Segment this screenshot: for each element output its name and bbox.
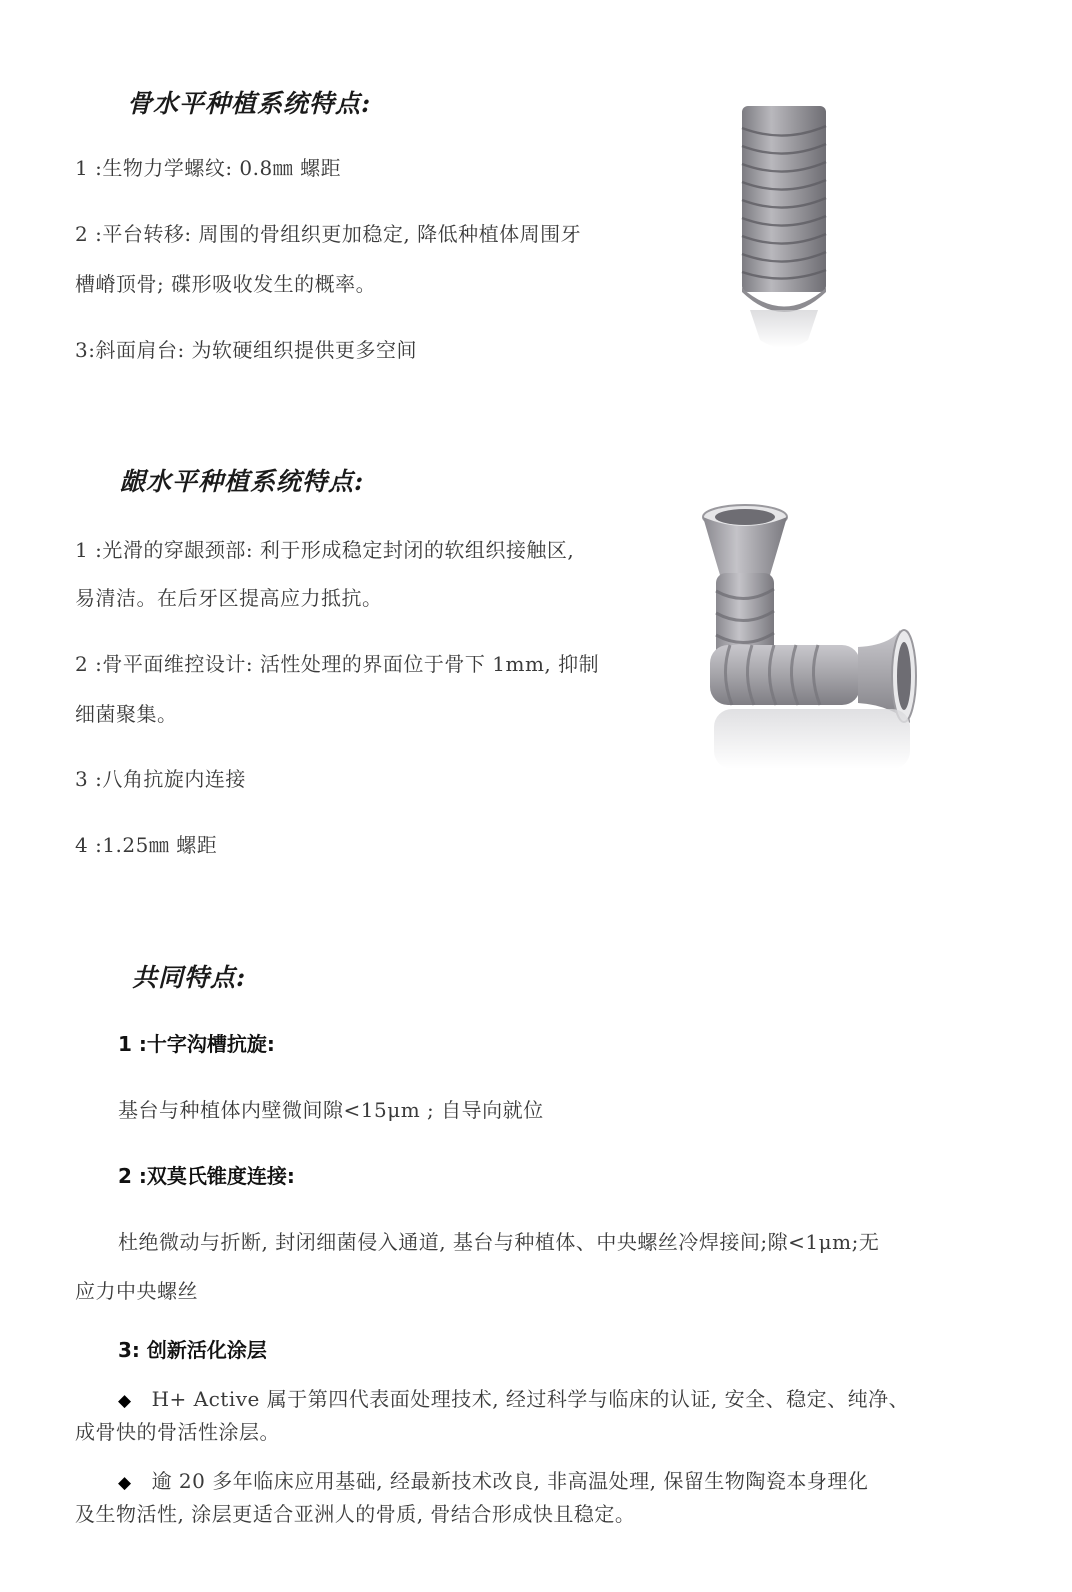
bullet-1-line-2: 成骨快的骨活性涂层。 — [75, 1420, 280, 1444]
common-sub-2: 2 :双莫氏锥度连接: — [118, 1164, 295, 1188]
common-sub-2-line-1: 杜绝微动与折断, 封闭细菌侵入通道, 基台与种植体、中央螺丝冷焊接间;隙<1μm;无 — [118, 1230, 880, 1254]
common-heading: 共同特点: — [132, 963, 247, 992]
bone-level-heading: 骨水平种植系统特点: — [127, 89, 372, 118]
diamond-bullet-icon: ◆ — [118, 1473, 132, 1493]
tissue-level-implants-icon — [690, 495, 950, 805]
bullet-2-line-1: ◆ 逾 20 多年临床应用基础, 经最新技术改良, 非高温处理, 保留生物陶瓷本身理化 — [118, 1469, 869, 1493]
bone-level-line-4: 3:斜面肩台: 为软硬组织提供更多空间 — [75, 338, 418, 362]
bone-level-line-2: 2 :平台转移: 周围的骨组织更加稳定, 降低种植体周围牙 — [75, 222, 582, 246]
tissue-level-heading: 龈水平种植系统特点: — [120, 467, 365, 496]
bullet-1-line-1: ◆ H+ Active 属于第四代表面处理技术, 经过科学与临床的认证, 安全、稳定、纯净、 — [118, 1387, 910, 1411]
tissue-level-line-3: 2 :骨平面维控设计: 活性处理的界面位于骨下 1mm, 抑制 — [75, 652, 600, 676]
diamond-bullet-icon: ◆ — [118, 1391, 132, 1411]
tissue-level-line-2: 易清洁。在后牙区提高应力抵抗。 — [75, 586, 383, 610]
bone-level-implant-icon — [728, 100, 840, 380]
tissue-level-line-6: 4 :1.25㎜ 螺距 — [75, 833, 218, 857]
tissue-level-line-4: 细菌聚集。 — [75, 702, 178, 726]
tissue-level-line-5: 3 :八角抗旋内连接 — [75, 767, 246, 791]
bone-level-line-3: 槽嵴顶骨; 碟形吸收发生的概率。 — [75, 272, 377, 296]
tissue-level-line-1: 1 :光滑的穿龈颈部: 利于形成稳定封闭的软组织接触区, — [75, 538, 575, 562]
bullet-2-line-2: 及生物活性, 涂层更适合亚洲人的骨质, 骨结合形成快且稳定。 — [75, 1502, 636, 1526]
common-sub-2-line-2: 应力中央螺丝 — [75, 1279, 198, 1303]
common-sub-1: 1 :十字沟槽抗旋: — [118, 1032, 275, 1056]
bone-level-line-1: 1 :生物力学螺纹: 0.8㎜ 螺距 — [75, 156, 342, 180]
common-sub-3: 3: 创新活化涂层 — [118, 1338, 267, 1362]
common-sub-1-text: 基台与种植体内壁微间隙<15μm ; 自导向就位 — [118, 1098, 544, 1122]
